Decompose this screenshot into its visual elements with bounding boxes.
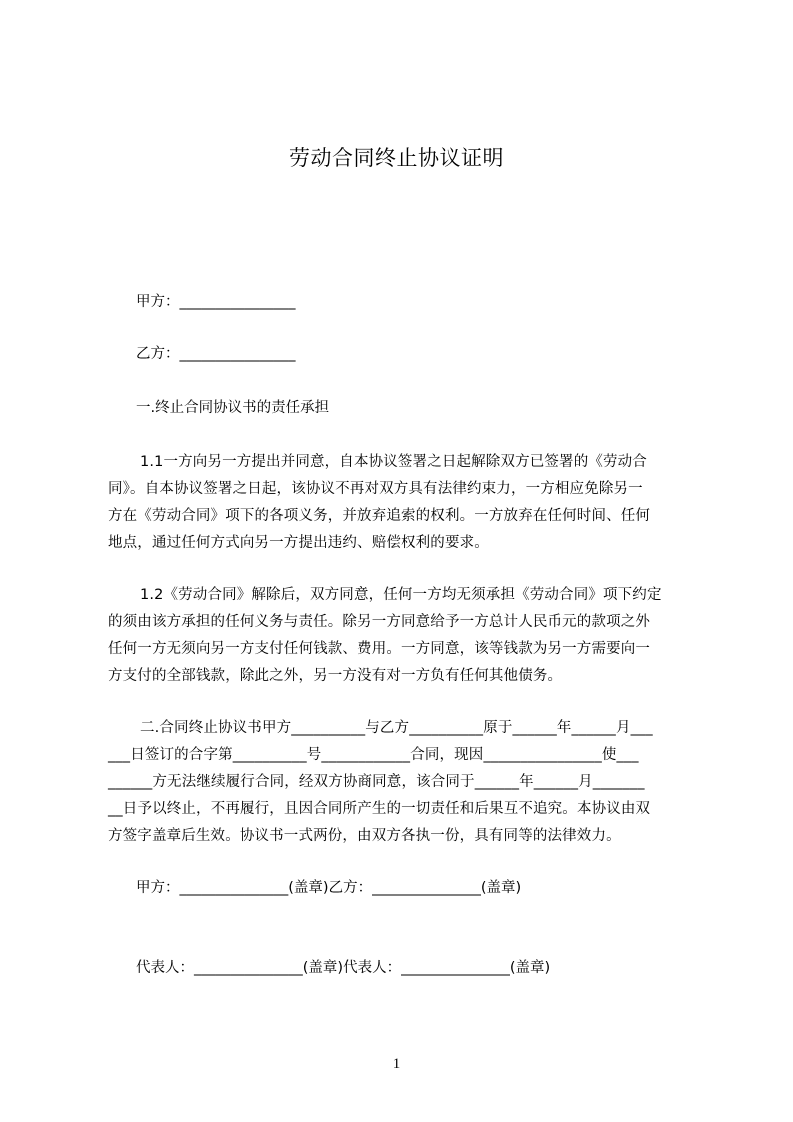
party-b-line: 乙方：________________ xyxy=(136,346,296,362)
section-2-line: 二.合同终止协议书甲方__________与乙方__________原于______年______月___ xyxy=(140,720,653,736)
section-2-line: 方签字盖章后生效。协议书一式两份，由双方各执一份，具有同等的法律效力。 xyxy=(108,828,621,844)
clause-1-2-line: 方支付的全部钱款，除此之外，另一方没有对一方负有任何其他债务。 xyxy=(108,668,563,684)
party-a-line: 甲方：________________ xyxy=(136,294,296,310)
clause-1-1-line: 地点，通过任何方式向另一方提出违约、赔偿权利的要求。 xyxy=(108,535,489,551)
clause-1-1-line: 同》。自本协议签署之日起，该协议不再对双方具有法律约束力，一方相应免除另一 xyxy=(108,481,643,497)
signature-line-representatives: 代表人：_______________(盖章)代表人：_______________(盖章) xyxy=(136,960,551,976)
document-title: 劳动合同终止协议证明 xyxy=(289,146,504,170)
section-1-heading: 一.终止合同协议书的责任承担 xyxy=(136,400,330,416)
clause-1-1-line: 方在《劳动合同》项下的各项义务，并放弃追索的权利。一方放弃在任何时间、任何 xyxy=(108,508,651,524)
section-2-line: ______方无法继续履行合同，经双方协商同意，该合同于______年______月_______ xyxy=(108,774,645,790)
clause-1-1-line: 1.1一方向另一方提出并同意，自本协议签署之日起解除双方已签署的《劳动合 xyxy=(140,454,647,470)
page-number: 1 xyxy=(392,1056,401,1072)
clause-1-2-line: 1.2《劳动合同》解除后，双方同意，任何一方均无须承担《劳动合同》项下约定 xyxy=(140,587,662,603)
signature-line-parties: 甲方：_______________(盖章)乙方：_______________(盖章) xyxy=(136,880,522,896)
clause-1-2-line: 任何一方无须向另一方支付任何钱款、费用。一方同意，该等钱款为另一方需要向一 xyxy=(108,641,651,657)
clause-1-2-line: 的须由该方承担的任何义务与责任。除另一方同意给予一方总计人民币元的款项之外 xyxy=(108,614,651,630)
section-2-line: __日予以终止，不再履行，且因合同所产生的一切责任和后果互不追究。本协议由双 xyxy=(108,801,651,817)
section-2-line: ___日签订的合字第__________号____________合同，现因________________使___ xyxy=(108,747,639,763)
